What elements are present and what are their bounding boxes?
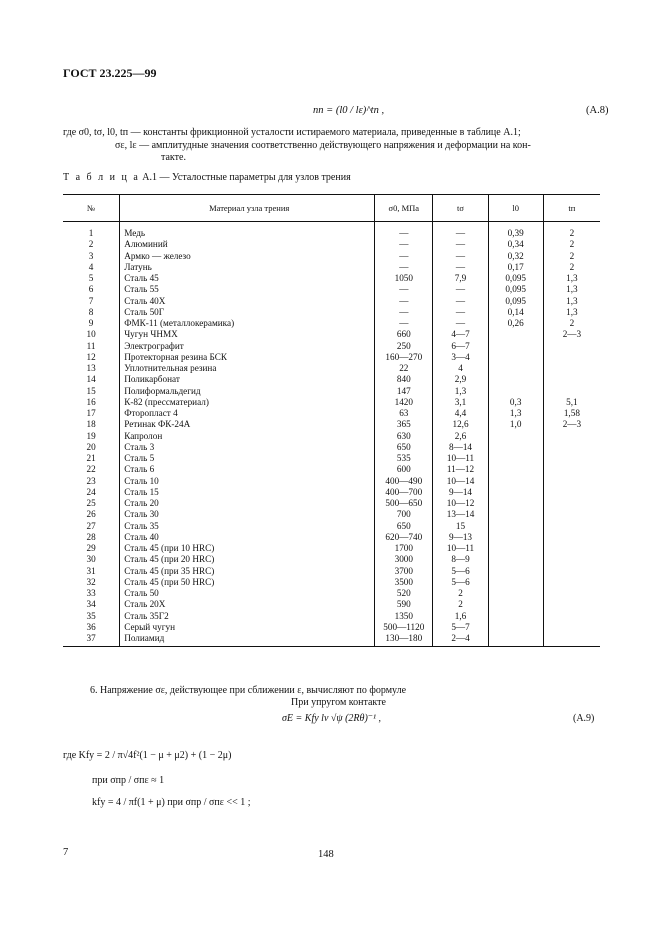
cell-t-n	[543, 476, 600, 487]
cell-l0	[488, 363, 543, 374]
cell-material: Алюминий	[120, 239, 375, 250]
where-line-1: где Kfy = 2 / π√4f²(1 − μ + μ2) + (1 − 2μ)	[63, 750, 232, 761]
cell-number: 34	[86, 599, 96, 610]
cell-number: 21	[86, 453, 96, 463]
cell-material: Сталь 40	[120, 532, 375, 543]
cell-l0	[488, 521, 543, 532]
cell-t-n	[543, 599, 600, 610]
cell-l0: 0,3	[488, 397, 543, 408]
cell-l0	[488, 453, 543, 464]
cell-sigma0: 400—700	[375, 487, 433, 498]
cell-number: 23	[86, 475, 96, 486]
cell-sigma0: 3000	[375, 554, 433, 565]
cell-t-sigma: 5—6	[433, 566, 488, 577]
cell-sigma0: 620—740	[375, 532, 433, 543]
cell-number: 18	[86, 419, 96, 430]
table-row	[63, 622, 600, 633]
cell-number: 2	[88, 239, 94, 250]
cell-sigma0: —	[375, 222, 433, 240]
cell-sigma0: 660	[375, 329, 433, 340]
cell-t-n: 5,1	[543, 397, 600, 408]
cell-t-n	[543, 464, 600, 475]
cell-material: ФМК-11 (металлокерамика)	[120, 318, 375, 329]
table-row	[63, 374, 600, 385]
table-caption-text: А.1 — Усталостные параметры для узлов трения	[142, 172, 351, 183]
cell-t-n	[543, 611, 600, 622]
cell-t-n: 1,3	[543, 273, 600, 284]
cell-number: 36	[86, 621, 96, 632]
cell-t-n	[543, 431, 600, 442]
table-row	[63, 222, 600, 240]
cell-t-sigma: 2,6	[433, 431, 488, 442]
table-row	[63, 554, 600, 565]
cell-t-n	[543, 453, 600, 464]
cell-l0	[488, 611, 543, 622]
cell-t-n: 2	[543, 318, 600, 329]
cell-sigma0: 147	[375, 386, 433, 397]
cell-number: 22	[86, 464, 96, 475]
cell-l0	[488, 566, 543, 577]
cell-t-n: 1,58	[543, 408, 600, 419]
cell-l0	[488, 509, 543, 520]
table-row	[63, 397, 600, 408]
cell-material: Латунь	[120, 262, 375, 273]
cell-sigma0: —	[375, 296, 433, 307]
cell-t-n: 1,3	[543, 296, 600, 307]
cell-sigma0: 600	[375, 464, 433, 475]
table-row	[63, 318, 600, 329]
cell-t-n: 2	[543, 222, 600, 240]
definitions-line-3: такте.	[161, 152, 186, 163]
table-row	[63, 284, 600, 295]
cell-l0: 0,34	[488, 239, 543, 250]
cell-t-n	[543, 487, 600, 498]
cell-t-sigma: —	[433, 222, 488, 240]
cell-t-sigma: 10—11	[433, 453, 488, 464]
page-number: 148	[318, 849, 334, 860]
cell-t-sigma: 2	[433, 599, 488, 610]
table-row	[63, 408, 600, 419]
cell-sigma0: —	[375, 284, 433, 295]
cell-number: 11	[86, 340, 96, 351]
cell-material: Сталь 50	[120, 588, 375, 599]
header-number: №	[63, 195, 120, 222]
footer-left-number: 7	[63, 847, 69, 858]
cell-material: Сталь 45	[120, 273, 375, 284]
cell-t-sigma: 8—9	[433, 554, 488, 565]
cell-t-n	[543, 622, 600, 633]
cell-number: 20	[86, 441, 96, 452]
header-material: Материал узла трения	[120, 195, 375, 222]
cell-material: Сталь 45 (при 50 HRC)	[120, 577, 375, 588]
cell-l0	[488, 374, 543, 385]
table-row	[63, 329, 600, 340]
cell-t-n	[543, 363, 600, 374]
table-row	[63, 543, 600, 554]
cell-sigma0: —	[375, 307, 433, 318]
cell-l0	[488, 599, 543, 610]
cell-t-sigma: —	[433, 296, 488, 307]
cell-sigma0: 650	[375, 521, 433, 532]
cell-number: 1	[88, 228, 94, 238]
cell-l0	[488, 442, 543, 453]
definitions-line-2: σε, lε — амплитудные значения соответственно действующего напряжения и деформации на кон-	[115, 139, 531, 151]
cell-l0	[488, 588, 543, 599]
cell-t-n	[543, 509, 600, 520]
cell-sigma0: 1050	[375, 273, 433, 284]
cell-t-n: 2	[543, 251, 600, 262]
cell-t-n	[543, 588, 600, 599]
cell-number: 17	[86, 408, 96, 418]
cell-number: 6	[88, 284, 94, 295]
table-row	[63, 307, 600, 318]
formula-a8	[313, 105, 609, 116]
cell-l0: 0,32	[488, 251, 543, 262]
cell-material: Уплотнительная резина	[120, 363, 375, 374]
cell-material: К-82 (прессматериал)	[120, 397, 375, 408]
cell-t-sigma: —	[433, 318, 488, 329]
cell-material: Сталь 35Г2	[120, 611, 375, 622]
cell-t-sigma: 4,4	[433, 408, 488, 419]
cell-material: Сталь 45 (при 35 HRC)	[120, 566, 375, 577]
cell-number: 8	[88, 306, 94, 317]
cell-number: 30	[86, 554, 96, 565]
table-caption-prefix: Т а б л и ц а	[63, 172, 140, 183]
cell-t-sigma: 10—12	[433, 498, 488, 509]
cell-number: 10	[86, 329, 96, 340]
table-row	[63, 487, 600, 498]
cell-l0	[488, 352, 543, 363]
cell-l0	[488, 554, 543, 565]
cell-l0	[488, 341, 543, 352]
definitions-line-1: где σ0, tσ, l0, tп — константы фрикционной усталости истираемого материала, приведенные в таблице А.1;	[63, 127, 521, 138]
cell-material: Ретинак ФК-24А	[120, 419, 375, 430]
cell-sigma0: 160—270	[375, 352, 433, 363]
table-caption	[63, 172, 351, 183]
cell-t-sigma: 8—14	[433, 442, 488, 453]
cell-number: 31	[86, 565, 96, 576]
cell-material: Сталь 10	[120, 476, 375, 487]
cell-t-sigma: 5—7	[433, 622, 488, 633]
cell-t-n: 2—3	[543, 329, 600, 340]
cell-t-sigma: 3—4	[433, 352, 488, 363]
cell-sigma0: 3500	[375, 577, 433, 588]
header-t-sigma: tσ	[433, 195, 488, 222]
table-row	[63, 386, 600, 397]
cell-t-sigma: 7,9	[433, 273, 488, 284]
cell-sigma0: 22	[375, 363, 433, 374]
cell-sigma0: 1420	[375, 397, 433, 408]
cell-material: Сталь 50Г	[120, 307, 375, 318]
cell-t-sigma: —	[433, 307, 488, 318]
cell-l0: 0,14	[488, 307, 543, 318]
table-row	[63, 363, 600, 374]
cell-t-sigma: —	[433, 284, 488, 295]
cell-l0	[488, 464, 543, 475]
cell-l0	[488, 532, 543, 543]
where-line-3: kfy = 4 / πf(1 + μ) при σпр / σпε << 1 ;	[92, 797, 251, 808]
cell-t-n	[543, 577, 600, 588]
cell-t-n	[543, 341, 600, 352]
cell-t-n: 2	[543, 262, 600, 273]
table-row	[63, 633, 600, 647]
cell-sigma0: 1700	[375, 543, 433, 554]
cell-t-sigma: 9—13	[433, 532, 488, 543]
cell-number: 19	[86, 430, 96, 441]
cell-l0	[488, 386, 543, 397]
cell-number: 15	[86, 385, 96, 396]
cell-t-sigma: 15	[433, 521, 488, 532]
cell-material: Полиамид	[120, 633, 375, 647]
cell-t-n	[543, 554, 600, 565]
cell-l0	[488, 487, 543, 498]
cell-sigma0: 250	[375, 341, 433, 352]
cell-t-n	[543, 498, 600, 509]
cell-material: Фторопласт 4	[120, 408, 375, 419]
table-body	[63, 222, 600, 647]
cell-material: Электрографит	[120, 341, 375, 352]
cell-sigma0: 700	[375, 509, 433, 520]
cell-t-sigma: 5—6	[433, 577, 488, 588]
cell-material: Протекторная резина БСК	[120, 352, 375, 363]
table-row	[63, 521, 600, 532]
cell-t-sigma: 10—11	[433, 543, 488, 554]
header-t-n: tп	[543, 195, 600, 222]
document-standard-header: ГОСТ 23.225—99	[63, 66, 157, 80]
cell-l0	[488, 577, 543, 588]
table-row	[63, 273, 600, 284]
cell-number: 12	[86, 351, 96, 362]
cell-t-n: 1,3	[543, 284, 600, 295]
cell-material: Сталь 45 (при 20 HRC)	[120, 554, 375, 565]
cell-t-n	[543, 374, 600, 385]
cell-number: 37	[63, 633, 120, 647]
definitions-paragraph	[63, 127, 603, 165]
cell-number: 13	[86, 363, 96, 373]
cell-t-sigma: 11—12	[433, 464, 488, 475]
cell-sigma0: 500—650	[375, 498, 433, 509]
cell-sigma0: 3700	[375, 566, 433, 577]
cell-t-sigma: 4	[433, 363, 488, 374]
cell-t-n: 2	[543, 239, 600, 250]
cell-t-sigma: 12,6	[433, 419, 488, 430]
cell-number: 29	[86, 543, 96, 553]
cell-t-sigma: 2	[433, 588, 488, 599]
cell-number: 25	[86, 498, 96, 508]
cell-sigma0: 400—490	[375, 476, 433, 487]
cell-t-n	[543, 442, 600, 453]
cell-t-sigma: —	[433, 251, 488, 262]
table-row	[63, 599, 600, 610]
cell-sigma0: 130—180	[375, 633, 433, 647]
cell-sigma0: 590	[375, 599, 433, 610]
cell-t-sigma: 6—7	[433, 341, 488, 352]
cell-l0	[488, 622, 543, 633]
cell-material: Сталь 55	[120, 284, 375, 295]
table-row	[63, 464, 600, 475]
cell-material: Медь	[120, 222, 375, 240]
cell-material: Поликарбонат	[120, 374, 375, 385]
cell-t-sigma: 13—14	[433, 509, 488, 520]
cell-sigma0: 840	[375, 374, 433, 385]
cell-t-n	[543, 386, 600, 397]
cell-sigma0: 500—1120	[375, 622, 433, 633]
cell-material: Сталь 35	[120, 521, 375, 532]
cell-number: 4	[88, 261, 94, 272]
formula-a8-expression: nп = (l0 / lε)^tп ,	[313, 105, 385, 116]
cell-t-sigma: 9—14	[433, 487, 488, 498]
cell-material: Серый чугун	[120, 622, 375, 633]
header-sigma0: σ0, МПа	[375, 195, 433, 222]
cell-l0: 0,095	[488, 284, 543, 295]
cell-l0: 1,3	[488, 408, 543, 419]
cell-material: Сталь 15	[120, 487, 375, 498]
fatigue-parameters-table	[63, 194, 600, 647]
table-row	[63, 453, 600, 464]
table-row	[63, 296, 600, 307]
table-row	[63, 566, 600, 577]
table-row	[63, 611, 600, 622]
cell-sigma0: —	[375, 251, 433, 262]
cell-number: 26	[86, 509, 96, 520]
cell-t-n	[543, 543, 600, 554]
cell-material: Сталь 30	[120, 509, 375, 520]
cell-t-sigma: —	[433, 239, 488, 250]
table-row	[63, 498, 600, 509]
cell-sigma0: 365	[375, 419, 433, 430]
cell-number: 9	[88, 318, 94, 328]
cell-material: Сталь 3	[120, 442, 375, 453]
cell-t-n: 1,3	[543, 307, 600, 318]
cell-material: Чугун ЧНМХ	[120, 329, 375, 340]
cell-number: 27	[86, 520, 96, 531]
cell-t-n	[543, 566, 600, 577]
header-l0: l0	[488, 195, 543, 222]
cell-sigma0: —	[375, 262, 433, 273]
table-row	[63, 476, 600, 487]
cell-sigma0: 1350	[375, 611, 433, 622]
table-row	[63, 577, 600, 588]
cell-number: 32	[86, 576, 96, 587]
paragraph-6: 6. Напряжение σε, действующее при сближении ε, вычисляют по формуле	[90, 685, 407, 696]
cell-number: 24	[86, 486, 96, 497]
table-row	[63, 251, 600, 262]
cell-material: Сталь 45 (при 10 HRC)	[120, 543, 375, 554]
formula-a8-number: (А.8)	[586, 105, 609, 116]
cell-number: 33	[86, 588, 96, 598]
cell-t-sigma: 2—4	[433, 633, 488, 647]
cell-l0: 0,17	[488, 262, 543, 273]
table-row	[63, 352, 600, 363]
cell-sigma0: 650	[375, 442, 433, 453]
table-row	[63, 442, 600, 453]
cell-l0: 0,26	[488, 318, 543, 329]
cell-number: 14	[86, 374, 96, 385]
cell-l0	[488, 633, 543, 647]
cell-sigma0: 535	[375, 453, 433, 464]
cell-number: 35	[86, 610, 96, 621]
cell-material: Сталь 20Х	[120, 599, 375, 610]
cell-material: Полиформальдегид	[120, 386, 375, 397]
cell-l0: 1,0	[488, 419, 543, 430]
cell-sigma0: —	[375, 318, 433, 329]
cell-t-n: 2—3	[543, 419, 600, 430]
table-row	[63, 239, 600, 250]
cell-l0	[488, 329, 543, 340]
cell-l0: 0,39	[488, 222, 543, 240]
table-row	[63, 431, 600, 442]
formula-a9-expression: σE = Kfy lv √ψ (2Rθ)⁻¹ ,	[282, 713, 382, 724]
table-row	[63, 532, 600, 543]
formula-a9-number: (А.9)	[573, 713, 595, 724]
cell-sigma0: 630	[375, 431, 433, 442]
cell-number: 3	[88, 250, 94, 261]
cell-material: Сталь 5	[120, 453, 375, 464]
table-row	[63, 509, 600, 520]
cell-l0	[488, 476, 543, 487]
cell-number: 5	[88, 273, 94, 283]
cell-number: 7	[88, 295, 94, 306]
cell-number: 16	[86, 396, 96, 407]
cell-material: Сталь 20	[120, 498, 375, 509]
cell-t-sigma: 2,9	[433, 374, 488, 385]
cell-sigma0: —	[375, 239, 433, 250]
cell-t-sigma: 1,3	[433, 386, 488, 397]
formula-a9	[282, 713, 595, 724]
cell-t-sigma: —	[433, 262, 488, 273]
cell-material: Сталь 40Х	[120, 296, 375, 307]
cell-material: Сталь 6	[120, 464, 375, 475]
cell-t-n	[543, 521, 600, 532]
cell-t-sigma: 10—14	[433, 476, 488, 487]
paragraph-6-subhead: При упругом контакте	[291, 697, 386, 708]
where-line-2: при σпр / σпε ≈ 1	[92, 775, 165, 786]
cell-t-sigma: 3,1	[433, 397, 488, 408]
cell-l0: 0,095	[488, 273, 543, 284]
cell-number: 28	[86, 531, 96, 542]
cell-l0	[488, 498, 543, 509]
cell-t-n	[543, 633, 600, 647]
cell-sigma0: 520	[375, 588, 433, 599]
table-row	[63, 588, 600, 599]
cell-t-sigma: 1,6	[433, 611, 488, 622]
cell-l0	[488, 543, 543, 554]
table-row	[63, 419, 600, 430]
cell-t-sigma: 4—7	[433, 329, 488, 340]
cell-material: Армко — железо	[120, 251, 375, 262]
table-header-row	[63, 195, 600, 222]
cell-l0	[488, 431, 543, 442]
cell-sigma0: 63	[375, 408, 433, 419]
table-row	[63, 262, 600, 273]
cell-material: Капролон	[120, 431, 375, 442]
cell-t-n	[543, 352, 600, 363]
cell-l0: 0,095	[488, 296, 543, 307]
table-row	[63, 341, 600, 352]
cell-t-n	[543, 532, 600, 543]
